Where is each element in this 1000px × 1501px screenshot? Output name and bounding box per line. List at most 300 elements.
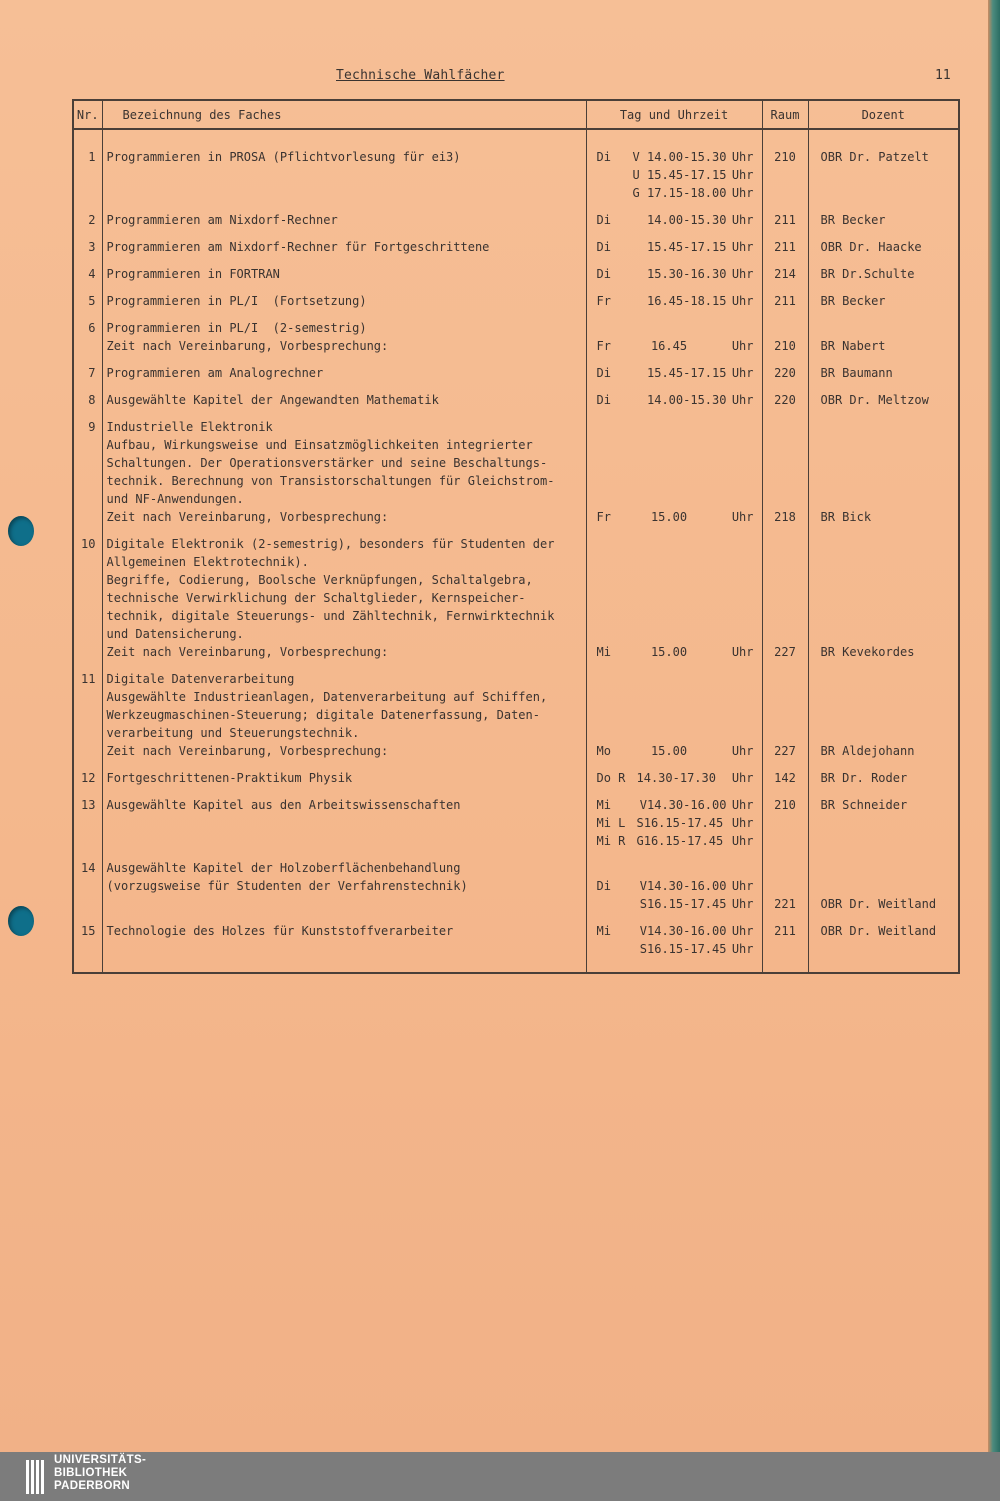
table-row [73, 211, 959, 238]
schedule-day [591, 535, 637, 553]
description-line: (vorzugsweise für Studenten der Verfahrenstechnik) [106, 879, 468, 893]
schedule-time [637, 688, 724, 706]
room-number: 142 [774, 771, 796, 785]
lecturer-name: BR Becker [820, 213, 886, 227]
schedule-uhr: Uhr [731, 168, 754, 182]
schedule-time [637, 670, 724, 688]
lecturer-name: BR Baumann [820, 366, 893, 380]
schedule-uhr: Uhr [731, 834, 754, 848]
lecturer-cell [808, 364, 959, 391]
schedule-cell [586, 292, 762, 319]
course-description [102, 922, 586, 973]
room-number: 210 [774, 339, 796, 353]
schedule-uhr: Uhr [731, 267, 754, 281]
table-row [73, 391, 959, 418]
schedule-time [637, 589, 724, 607]
schedule-uhr [724, 625, 758, 643]
schedule-cell [586, 129, 762, 211]
row-number: 15 [73, 922, 102, 973]
room-cell [762, 319, 808, 364]
schedule-day: Fr [596, 339, 611, 353]
schedule-time [637, 436, 724, 454]
library-logo-text [54, 1454, 146, 1493]
lecturer-name: BR Aldejohann [820, 744, 915, 758]
course-description [102, 319, 586, 364]
lecturer-name: BR Nabert [820, 339, 886, 353]
schedule-day [591, 436, 637, 454]
schedule-time: G 17.15-18.00 [632, 186, 727, 200]
schedule-uhr [724, 688, 758, 706]
schedule-day [591, 589, 637, 607]
column-header-bezeichnung: Bezeichnung des Faches [102, 100, 586, 129]
course-description [102, 391, 586, 418]
table-row [73, 238, 959, 265]
schedule-uhr: Uhr [731, 339, 754, 353]
schedule-line [591, 364, 758, 382]
schedule-uhr [724, 472, 758, 490]
logo-line: BIBLIOTHEK [54, 1467, 128, 1479]
description-line: Programmieren in PL/I (2-semestrig) [106, 321, 367, 335]
schedule-line [591, 895, 758, 913]
schedule-uhr: Uhr [731, 897, 754, 911]
schedule-cell [586, 238, 762, 265]
schedule-time: U 15.45-17.15 [632, 168, 727, 182]
schedule-uhr: Uhr [731, 510, 754, 524]
course-description [102, 292, 586, 319]
lecturer-name: BR Schneider [820, 798, 908, 812]
schedule-time: 15.00 [636, 645, 688, 659]
schedule-cell [586, 418, 762, 535]
schedule-time: 15.45-17.15 [632, 240, 727, 254]
schedule-time: 14.00-15.30 [632, 213, 727, 227]
schedule-time [637, 418, 724, 436]
schedule-uhr [724, 724, 758, 742]
row-number: 7 [73, 364, 102, 391]
lecturer-cell [808, 922, 959, 973]
schedule-uhr: Uhr [731, 366, 754, 380]
description-line: technik, digitale Steuerungs- und Zähltechnik, Fernwirktechnik [106, 609, 555, 623]
schedule-day [591, 418, 637, 436]
room-cell [762, 418, 808, 535]
room-cell [762, 292, 808, 319]
schedule-time: 16.45-18.15 [632, 294, 727, 308]
schedule-uhr [724, 670, 758, 688]
schedule-time [637, 607, 724, 625]
schedule-line [591, 607, 758, 625]
table-row [73, 292, 959, 319]
schedule-time: 15.00 [636, 744, 688, 758]
room-number: 221 [774, 897, 796, 911]
schedule-line [591, 796, 758, 814]
schedule-line [591, 742, 758, 760]
schedule-time [637, 319, 724, 337]
room-cell [762, 391, 808, 418]
column-header-tag-uhrzeit: Tag und Uhrzeit [586, 100, 762, 129]
lecturer-cell [808, 211, 959, 238]
description-line: Technologie des Holzes für Kunststoffverarbeiter [106, 924, 454, 938]
room-cell [762, 859, 808, 922]
schedule-uhr: Uhr [731, 798, 754, 812]
punch-hole-icon [8, 516, 34, 546]
schedule-line [591, 337, 758, 355]
course-description [102, 796, 586, 859]
lecturer-cell [808, 418, 959, 535]
schedule-day: Di [596, 150, 611, 164]
row-number: 8 [73, 391, 102, 418]
schedule-day [591, 940, 633, 958]
description-line: und Datensicherung. [106, 627, 244, 641]
room-cell [762, 211, 808, 238]
schedule-day [591, 607, 637, 625]
lecturer-name: OBR Dr. Weitland [820, 897, 937, 911]
schedule-time: S16.15-17.45 [632, 897, 727, 911]
schedule-day: Mi [596, 924, 611, 938]
description-line: und NF-Anwendungen. [106, 492, 244, 506]
schedule-line [591, 184, 758, 202]
room-cell [762, 769, 808, 796]
schedule-uhr: Uhr [731, 924, 754, 938]
course-description [102, 535, 586, 670]
schedule-cell [586, 319, 762, 364]
room-cell [762, 796, 808, 859]
schedule-day: Mo [596, 744, 611, 758]
page-title: Technische Wahlfächer [336, 68, 505, 83]
description-line: Programmieren in PROSA (Pflichtvorlesung für ei3) [106, 150, 461, 164]
description-line: Begriffe, Codierung, Boolsche Verknüpfungen, Schaltalgebra, [106, 573, 533, 587]
description-line: Ausgewählte Kapitel der Angewandten Mathematik [106, 393, 439, 407]
schedule-day: Di [596, 213, 611, 227]
schedule-line [591, 688, 758, 706]
schedule-line [591, 166, 758, 184]
table-row [73, 265, 959, 292]
course-description [102, 859, 586, 922]
schedule-time: S16.15-17.45 [636, 816, 724, 830]
schedule-uhr [724, 706, 758, 724]
schedule-line [591, 148, 758, 166]
room-number: 210 [774, 150, 796, 164]
schedule-day [591, 859, 637, 877]
schedule-cell [586, 211, 762, 238]
room-cell [762, 364, 808, 391]
description-line: Digitale Datenverarbeitung [106, 672, 295, 686]
schedule-uhr [724, 454, 758, 472]
punch-hole-icon [8, 906, 34, 936]
schedule-day [591, 319, 637, 337]
schedule-day: Di [596, 393, 611, 407]
description-line: Zeit nach Vereinbarung, Vorbesprechung: [106, 744, 389, 758]
course-description [102, 129, 586, 211]
schedule-time: G16.15-17.45 [636, 834, 724, 848]
schedule-cell [586, 535, 762, 670]
schedule-line [591, 490, 758, 508]
row-number: 5 [73, 292, 102, 319]
table-row [73, 796, 959, 859]
schedule-time [637, 706, 724, 724]
room-number: 211 [774, 240, 796, 254]
description-line: Programmieren in PL/I (Fortsetzung) [106, 294, 367, 308]
schedule-time: V14.30-16.00 [632, 798, 727, 812]
logo-line: UNIVERSITÄTS- [54, 1454, 147, 1466]
description-line: Programmieren am Nixdorf-Rechner [106, 213, 338, 227]
schedule-line [591, 724, 758, 742]
description-line: Ausgewählte Kapitel aus den Arbeitswissenschaften [106, 798, 461, 812]
schedule-line [591, 859, 758, 877]
room-number: 227 [774, 645, 796, 659]
room-cell [762, 922, 808, 973]
schedule-line [591, 940, 758, 958]
room-number: 220 [774, 366, 796, 380]
description-line: Digitale Elektronik (2-semestrig), besonders für Studenten der [106, 537, 555, 551]
schedule-day [591, 670, 637, 688]
room-cell [762, 670, 808, 769]
lecturer-name: BR Bick [820, 510, 872, 524]
schedule-day [591, 688, 637, 706]
schedule-uhr [724, 607, 758, 625]
schedule-line [591, 418, 758, 436]
schedule-time [637, 724, 724, 742]
schedule-line [591, 643, 758, 661]
description-line: technik. Berechnung von Transistorschaltungen für Gleichstrom- [106, 474, 555, 488]
schedule-day [591, 472, 637, 490]
schedule-cell [586, 796, 762, 859]
schedule-day: Di [596, 267, 611, 281]
room-number: 227 [774, 744, 796, 758]
schedule-uhr: Uhr [731, 186, 754, 200]
schedule-time: S16.15-17.45 [632, 942, 727, 956]
schedule-uhr [724, 589, 758, 607]
lecturer-cell [808, 391, 959, 418]
schedule-time [637, 553, 724, 571]
course-description [102, 670, 586, 769]
description-line: Zeit nach Vereinbarung, Vorbesprechung: [106, 510, 389, 524]
lecturer-cell [808, 769, 959, 796]
row-number: 6 [73, 319, 102, 364]
description-line: verarbeitung und Steuerungstechnik. [106, 726, 360, 740]
schedule-line [591, 508, 758, 526]
schedule-line [591, 211, 758, 229]
schedule-uhr [724, 490, 758, 508]
schedule-cell [586, 265, 762, 292]
schedule-line [591, 877, 758, 895]
row-number: 3 [73, 238, 102, 265]
description-line: Fortgeschrittenen-Praktikum Physik [106, 771, 353, 785]
description-line: Ausgewählte Kapitel der Holzoberflächenbehandlung [106, 861, 461, 875]
lecturer-name: BR Becker [820, 294, 886, 308]
schedule-day: Di [596, 879, 611, 893]
table-row [73, 364, 959, 391]
schedule-uhr [724, 553, 758, 571]
description-line: technische Verwirklichung der Schaltglieder, Kernspeicher- [106, 591, 526, 605]
schedule-cell [586, 859, 762, 922]
schedule-line [591, 535, 758, 553]
description-line: Werkzeugmaschinen-Steuerung; digitale Datenerfassung, Daten- [106, 708, 540, 722]
lecturer-cell [808, 535, 959, 670]
lecturer-name: OBR Dr. Weitland [820, 924, 937, 938]
room-cell [762, 238, 808, 265]
table-row [73, 859, 959, 922]
room-number: 220 [774, 393, 796, 407]
schedule-day [591, 490, 637, 508]
schedule-time [637, 454, 724, 472]
lecturer-cell [808, 796, 959, 859]
schedule-uhr: Uhr [731, 816, 754, 830]
description-line: Zeit nach Vereinbarung, Vorbesprechung: [106, 645, 389, 659]
course-description [102, 211, 586, 238]
schedule-time: 15.30-16.30 [632, 267, 727, 281]
schedule-line [591, 265, 758, 283]
library-logo-icon [26, 1460, 46, 1494]
schedule-uhr: Uhr [731, 240, 754, 254]
schedule-uhr [724, 436, 758, 454]
schedule-time: 16.45 [636, 339, 688, 353]
schedule-line [591, 769, 758, 787]
schedule-line [591, 625, 758, 643]
lecturer-cell [808, 265, 959, 292]
column-header-nr: Nr. [73, 100, 102, 129]
row-number: 9 [73, 418, 102, 535]
schedule-day [591, 625, 637, 643]
description-line: Industrielle Elektronik [106, 420, 273, 434]
schedule-day [591, 571, 637, 589]
schedule-cell [586, 391, 762, 418]
schedule-day [591, 895, 633, 913]
lecturer-name: BR Kevekordes [820, 645, 915, 659]
lecturer-cell [808, 129, 959, 211]
row-number: 11 [73, 670, 102, 769]
schedule-uhr: Uhr [731, 645, 754, 659]
schedule-line [591, 571, 758, 589]
room-cell [762, 129, 808, 211]
column-header-dozent: Dozent [808, 100, 959, 129]
schedule-time: 14.00-15.30 [632, 393, 727, 407]
lecturer-name: BR Dr.Schulte [820, 267, 915, 281]
lecturer-cell [808, 319, 959, 364]
course-description [102, 364, 586, 391]
row-number: 10 [73, 535, 102, 670]
library-footer-bar [0, 1452, 1000, 1501]
schedule-uhr [724, 418, 758, 436]
table-header [73, 100, 959, 129]
schedule-line [591, 670, 758, 688]
page-number: 11 [935, 68, 951, 83]
schedule-cell [586, 769, 762, 796]
lecturer-name: OBR Dr. Haacke [820, 240, 922, 254]
description-line: Programmieren in FORTRAN [106, 267, 280, 281]
schedule-cell [586, 670, 762, 769]
lecturer-cell [808, 670, 959, 769]
description-line: Schaltungen. Der Operationsverstärker und seine Beschaltungs- [106, 456, 548, 470]
room-number: 218 [774, 510, 796, 524]
schedule-line [591, 922, 758, 940]
schedule-uhr: Uhr [731, 879, 754, 893]
room-number: 211 [774, 924, 796, 938]
schedule-uhr [724, 319, 758, 337]
schedule-time: V 14.00-15.30 [632, 150, 727, 164]
schedule-line [591, 832, 758, 850]
schedule-day: Mi L [596, 816, 626, 830]
schedule-time [637, 535, 724, 553]
schedule-time [637, 490, 724, 508]
lecturer-name: OBR Dr. Patzelt [820, 150, 929, 164]
lecturer-cell [808, 292, 959, 319]
schedule-time: V14.30-16.00 [632, 879, 727, 893]
logo-line: PADERBORN [54, 1480, 130, 1492]
description-line: Aufbau, Wirkungsweise und Einsatzmöglichkeiten integrierter [106, 438, 533, 452]
schedule-day [591, 706, 637, 724]
schedule-line [591, 292, 758, 310]
description-line: Programmieren am Analogrechner [106, 366, 324, 380]
schedule-uhr [724, 571, 758, 589]
row-number: 2 [73, 211, 102, 238]
schedule-time [637, 859, 724, 877]
description-line: Zeit nach Vereinbarung, Vorbesprechung: [106, 339, 389, 353]
lecturer-name: OBR Dr. Meltzow [820, 393, 929, 407]
schedule-day [591, 724, 637, 742]
table-row [73, 922, 959, 973]
table-row [73, 769, 959, 796]
schedule-time: V14.30-16.00 [632, 924, 727, 938]
course-description [102, 769, 586, 796]
row-number: 13 [73, 796, 102, 859]
schedule-line [591, 238, 758, 256]
schedule-day: Mi R [596, 834, 626, 848]
schedule-uhr: Uhr [731, 744, 754, 758]
schedule-day: Mi [596, 798, 611, 812]
schedule-line [591, 319, 758, 337]
room-number: 214 [774, 267, 796, 281]
lecturer-cell [808, 859, 959, 922]
lecturer-name: BR Dr. Roder [820, 771, 908, 785]
schedule-uhr: Uhr [731, 771, 754, 785]
schedule-day [591, 184, 633, 202]
table-row [73, 670, 959, 769]
schedule-uhr: Uhr [731, 213, 754, 227]
row-number: 14 [73, 859, 102, 922]
row-number: 4 [73, 265, 102, 292]
room-number: 210 [774, 798, 796, 812]
room-cell [762, 265, 808, 292]
schedule-uhr [724, 859, 758, 877]
schedule-day [591, 454, 637, 472]
description-line: Programmieren am Nixdorf-Rechner für Fortgeschrittene [106, 240, 490, 254]
page-edge [988, 0, 1000, 1452]
schedule-time [637, 571, 724, 589]
schedule-day: Di [596, 366, 611, 380]
schedule-uhr: Uhr [731, 942, 754, 956]
course-description [102, 238, 586, 265]
column-header-raum: Raum [762, 100, 808, 129]
row-number: 1 [73, 129, 102, 211]
table-row [73, 535, 959, 670]
schedule-line [591, 436, 758, 454]
schedule-time [637, 625, 724, 643]
row-number: 12 [73, 769, 102, 796]
schedule-uhr: Uhr [731, 294, 754, 308]
course-description [102, 418, 586, 535]
table-row [73, 319, 959, 364]
schedule-day: Mi [596, 645, 611, 659]
table-row [73, 418, 959, 535]
schedule-line [591, 589, 758, 607]
course-table [72, 99, 960, 974]
schedule-day: Fr [596, 510, 611, 524]
schedule-line [591, 553, 758, 571]
schedule-day [591, 553, 637, 571]
schedule-time: 15.45-17.15 [632, 366, 727, 380]
schedule-time [637, 472, 724, 490]
schedule-uhr [724, 535, 758, 553]
room-number: 211 [774, 213, 796, 227]
